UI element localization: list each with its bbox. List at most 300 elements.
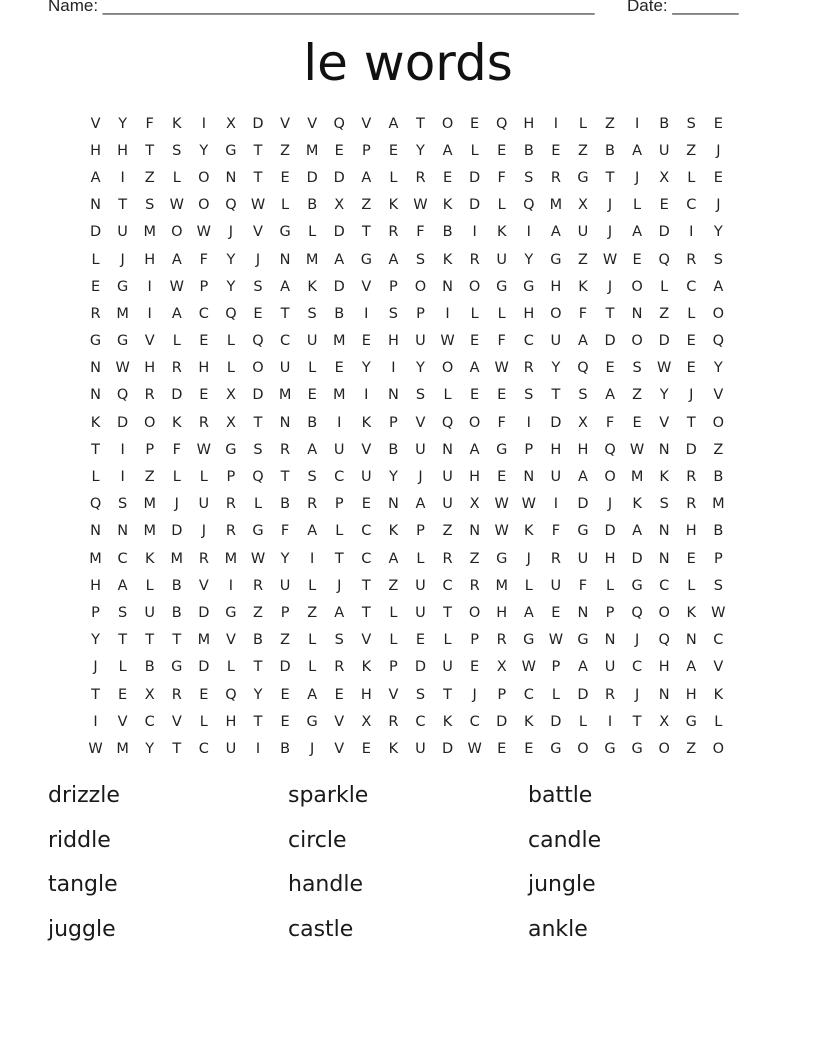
grid-letter: F bbox=[497, 169, 506, 186]
grid-letter: O bbox=[658, 604, 670, 621]
grid-letter: F bbox=[199, 251, 209, 268]
grid-letter: Q bbox=[631, 604, 643, 621]
grid-letter: W bbox=[521, 496, 536, 513]
grid-letter: R bbox=[604, 686, 616, 703]
grid-letter: U bbox=[279, 360, 291, 377]
grid-letter: A bbox=[334, 604, 345, 621]
grid-letter: K bbox=[578, 278, 588, 295]
grid-letter: I bbox=[553, 115, 558, 132]
grid-letter: R bbox=[388, 713, 399, 730]
grid-letter: E bbox=[388, 142, 398, 159]
grid-letter: U bbox=[496, 251, 508, 268]
grid-letter: E bbox=[632, 414, 642, 431]
grid-letter: S bbox=[172, 142, 182, 159]
grid-letter: E bbox=[253, 305, 263, 322]
grid-letter: O bbox=[441, 115, 454, 132]
grid-letter: O bbox=[577, 740, 589, 757]
grid-letter: I bbox=[255, 740, 261, 757]
grid-letter: W bbox=[467, 740, 482, 757]
grid-letter: A bbox=[469, 441, 480, 458]
grid-letter: R bbox=[388, 224, 399, 241]
grid-letter: H bbox=[469, 469, 481, 486]
grid-letter: G bbox=[116, 333, 129, 350]
grid-row bbox=[82, 545, 732, 572]
grid-letter: H bbox=[523, 115, 535, 132]
grid-letter: U bbox=[361, 469, 372, 486]
grid-letter: A bbox=[523, 604, 534, 621]
grid-letter: L bbox=[470, 305, 479, 322]
grid-letter: Y bbox=[91, 632, 100, 649]
grid-letter: X bbox=[577, 414, 588, 431]
grid-letter: U bbox=[225, 740, 237, 757]
grid-letter: E bbox=[280, 686, 290, 703]
grid-letter: K bbox=[524, 523, 534, 540]
grid-letter: T bbox=[145, 632, 155, 649]
grid-letter: E bbox=[659, 197, 669, 214]
grid-row bbox=[82, 273, 732, 300]
grid-letter: G bbox=[496, 278, 508, 295]
grid-row bbox=[82, 654, 732, 681]
grid-letter: B bbox=[280, 496, 291, 513]
grid-letter: M bbox=[197, 632, 211, 649]
grid-letter: D bbox=[333, 278, 345, 295]
grid-letter: T bbox=[605, 305, 615, 322]
grid-letter: T bbox=[416, 115, 425, 132]
grid-letter: L bbox=[226, 659, 235, 676]
grid-letter: V bbox=[117, 713, 128, 730]
grid-letter: Q bbox=[658, 251, 670, 268]
grid-letter: A bbox=[171, 251, 182, 268]
grid-letter: A bbox=[307, 523, 318, 540]
grid-letter: C bbox=[117, 550, 128, 567]
grid-letter: J bbox=[634, 632, 640, 649]
grid-letter: P bbox=[226, 469, 236, 486]
grid-letter: Q bbox=[441, 414, 454, 431]
grid-letter: S bbox=[415, 251, 426, 268]
grid-letter: L bbox=[389, 632, 398, 649]
grid-letter: K bbox=[442, 251, 453, 268]
grid-letter: I bbox=[201, 115, 206, 132]
grid-letter: J bbox=[607, 197, 613, 214]
grid-letter: G bbox=[496, 550, 508, 567]
grid-letter: S bbox=[253, 441, 263, 458]
grid-letter: S bbox=[118, 496, 128, 513]
word-list-item: handle bbox=[288, 872, 363, 897]
grid-letter: R bbox=[469, 577, 480, 594]
grid-letter: T bbox=[361, 604, 371, 621]
grid-letter: O bbox=[468, 604, 481, 621]
grid-letter: B bbox=[605, 142, 615, 159]
grid-letter: A bbox=[577, 333, 588, 350]
grid-letter: L bbox=[308, 224, 317, 241]
grid-letter: W bbox=[440, 333, 455, 350]
grid-letter: C bbox=[361, 523, 372, 540]
grid-letter: N bbox=[442, 278, 453, 295]
grid-letter: U bbox=[442, 496, 453, 513]
grid-letter: G bbox=[306, 713, 318, 730]
grid-letter: U bbox=[415, 740, 426, 757]
grid-letter: S bbox=[253, 278, 263, 295]
grid-letter: E bbox=[307, 387, 317, 404]
grid-letter: P bbox=[199, 278, 209, 295]
grid-letter: T bbox=[172, 740, 182, 757]
grid-letter: P bbox=[713, 550, 723, 567]
grid-letter: L bbox=[443, 387, 452, 404]
grid-letter: U bbox=[415, 441, 426, 458]
grid-letter: J bbox=[93, 659, 98, 676]
grid-letter: O bbox=[252, 360, 264, 377]
grid-letter: W bbox=[115, 360, 130, 377]
grid-letter: D bbox=[171, 387, 183, 404]
grid-letter: I bbox=[120, 469, 125, 486]
grid-letter: D bbox=[306, 169, 318, 186]
grid-letter: R bbox=[225, 523, 236, 540]
grid-letter: U bbox=[198, 496, 210, 513]
grid-letter: X bbox=[334, 197, 345, 214]
grid-letter: C bbox=[144, 713, 155, 730]
grid-letter: E bbox=[551, 604, 561, 621]
grid-letter: Q bbox=[252, 469, 264, 486]
grid-letter: J bbox=[634, 169, 640, 186]
grid-letter: R bbox=[442, 550, 453, 567]
grid-letter: F bbox=[145, 115, 154, 132]
grid-letter: D bbox=[658, 224, 670, 241]
grid-row bbox=[82, 491, 732, 518]
grid-letter: M bbox=[143, 224, 156, 241]
grid-letter: M bbox=[143, 496, 156, 513]
grid-letter: H bbox=[144, 360, 156, 377]
grid-letter: C bbox=[198, 740, 209, 757]
grid-letter: Q bbox=[658, 632, 670, 649]
grid-letter: O bbox=[198, 169, 210, 186]
grid-letter: P bbox=[145, 441, 155, 458]
grid-letter: F bbox=[605, 414, 615, 431]
grid-letter: B bbox=[334, 305, 345, 322]
grid-letter: I bbox=[120, 169, 125, 186]
grid-letter: B bbox=[442, 224, 453, 241]
grid-row bbox=[82, 110, 732, 137]
grid-letter: E bbox=[497, 740, 507, 757]
grid-letter: L bbox=[91, 469, 100, 486]
grid-letter: E bbox=[605, 360, 615, 377]
grid-letter: D bbox=[577, 496, 589, 513]
grid-letter: W bbox=[494, 496, 509, 513]
grid-letter: Z bbox=[469, 550, 480, 567]
grid-letter: V bbox=[334, 713, 345, 730]
grid-letter: M bbox=[278, 387, 292, 404]
grid-letter: A bbox=[90, 169, 101, 186]
grid-letter: J bbox=[472, 686, 477, 703]
word-search-grid bbox=[82, 110, 732, 763]
grid-letter: D bbox=[685, 441, 697, 458]
grid-row bbox=[82, 355, 732, 382]
grid-letter: V bbox=[307, 115, 318, 132]
grid-letter: L bbox=[497, 197, 506, 214]
grid-letter: D bbox=[631, 550, 643, 567]
grid-letter: L bbox=[660, 278, 669, 295]
grid-letter: L bbox=[91, 251, 100, 268]
grid-letter: I bbox=[607, 713, 613, 730]
grid-letter: T bbox=[334, 550, 344, 567]
grid-letter: D bbox=[604, 333, 616, 350]
grid-letter: P bbox=[551, 659, 561, 676]
grid-letter: N bbox=[387, 387, 399, 404]
grid-letter: Q bbox=[116, 387, 129, 404]
grid-letter: G bbox=[577, 169, 589, 186]
grid-letter: F bbox=[280, 523, 290, 540]
grid-letter: H bbox=[577, 441, 589, 458]
grid-letter: O bbox=[658, 740, 670, 757]
grid-letter: R bbox=[334, 659, 345, 676]
word-list-item: battle bbox=[528, 783, 593, 808]
grid-letter: E bbox=[497, 142, 507, 159]
grid-letter: U bbox=[604, 659, 616, 676]
grid-letter: T bbox=[91, 686, 100, 703]
word-list-item: castle bbox=[288, 916, 354, 942]
grid-letter: Q bbox=[225, 305, 237, 322]
grid-letter: Z bbox=[605, 115, 615, 132]
grid-letter: W bbox=[548, 632, 564, 649]
grid-letter: K bbox=[659, 469, 669, 486]
grid-letter: F bbox=[578, 577, 588, 594]
grid-letter: L bbox=[172, 169, 181, 186]
grid-letter: X bbox=[225, 115, 236, 132]
grid-letter: T bbox=[443, 686, 452, 703]
grid-letter: H bbox=[360, 686, 372, 703]
word-list-item: ankle bbox=[528, 916, 588, 942]
grid-letter: T bbox=[145, 142, 155, 159]
grid-letter: G bbox=[171, 659, 183, 676]
grid-letter: P bbox=[416, 523, 425, 540]
grid-letter: Q bbox=[89, 496, 102, 513]
grid-letter: V bbox=[713, 659, 724, 676]
grid-letter: Q bbox=[577, 360, 589, 377]
grid-letter: D bbox=[550, 414, 562, 431]
grid-letter: C bbox=[442, 577, 453, 594]
grid-letter: B bbox=[280, 740, 291, 757]
grid-letter: W bbox=[413, 197, 428, 214]
grid-letter: A bbox=[388, 251, 399, 268]
grid-letter: Z bbox=[632, 387, 643, 404]
grid-letter: S bbox=[659, 496, 669, 513]
grid-letter: W bbox=[711, 604, 726, 621]
grid-letter: Z bbox=[253, 604, 263, 621]
grid-letter: U bbox=[279, 577, 291, 594]
grid-letter: I bbox=[337, 414, 342, 431]
grid-letter: W bbox=[196, 441, 212, 458]
grid-letter: N bbox=[90, 523, 101, 540]
grid-letter: B bbox=[144, 659, 155, 676]
grid-letter: N bbox=[90, 360, 101, 377]
grid-letter: Y bbox=[226, 251, 236, 268]
grid-letter: A bbox=[632, 523, 643, 540]
grid-letter: X bbox=[225, 414, 236, 431]
grid-letter: L bbox=[578, 115, 587, 132]
word-list-item: sparkle bbox=[288, 783, 369, 808]
grid-letter: T bbox=[443, 604, 452, 621]
grid-letter: C bbox=[632, 659, 643, 676]
word-list-item: juggle bbox=[48, 916, 116, 942]
grid-letter: A bbox=[388, 115, 399, 132]
grid-letter: M bbox=[332, 387, 346, 404]
grid-letter: V bbox=[361, 441, 372, 458]
grid-letter: V bbox=[280, 115, 291, 132]
grid-letter: K bbox=[713, 686, 724, 703]
grid-letter: O bbox=[198, 197, 210, 214]
grid-letter: E bbox=[280, 169, 290, 186]
grid-letter: R bbox=[90, 305, 101, 322]
grid-letter: H bbox=[90, 142, 101, 159]
grid-letter: V bbox=[334, 740, 345, 757]
grid-letter: B bbox=[659, 115, 670, 132]
grid-row bbox=[82, 735, 732, 762]
grid-letter: M bbox=[630, 469, 644, 486]
grid-letter: C bbox=[523, 333, 534, 350]
grid-letter: W bbox=[521, 659, 536, 676]
grid-letter: K bbox=[90, 414, 101, 431]
grid-letter: A bbox=[361, 169, 372, 186]
grid-letter: I bbox=[364, 387, 369, 404]
grid-letter: V bbox=[253, 224, 263, 241]
grid-letter: I bbox=[120, 441, 125, 458]
grid-letter: Z bbox=[144, 469, 155, 486]
grid-letter: A bbox=[632, 142, 643, 159]
word-list-item: jungle bbox=[528, 872, 596, 897]
grid-letter: B bbox=[307, 414, 318, 431]
grid-letter: R bbox=[523, 360, 534, 377]
grid-letter: I bbox=[364, 305, 369, 322]
grid-letter: K bbox=[686, 604, 697, 621]
grid-letter: T bbox=[91, 441, 100, 458]
grid-letter: R bbox=[686, 496, 697, 513]
grid-letter: E bbox=[470, 659, 480, 676]
grid-letter: J bbox=[716, 197, 721, 214]
grid-letter: M bbox=[89, 550, 102, 567]
grid-letter: S bbox=[307, 305, 317, 322]
grid-letter: N bbox=[225, 169, 237, 186]
grid-letter: O bbox=[712, 740, 725, 757]
grid-letter: G bbox=[523, 632, 535, 649]
grid-letter: G bbox=[577, 632, 589, 649]
grid-row bbox=[82, 409, 732, 436]
grid-letter: W bbox=[250, 550, 266, 567]
grid-letter: H bbox=[496, 604, 508, 621]
grid-letter: D bbox=[89, 224, 102, 241]
grid-letter: C bbox=[713, 632, 724, 649]
grid-letter: T bbox=[118, 197, 128, 214]
grid-letter: X bbox=[659, 713, 670, 730]
grid-letter: I bbox=[147, 278, 152, 295]
grid-letter: Y bbox=[361, 360, 371, 377]
grid-letter: T bbox=[551, 387, 561, 404]
grid-letter: E bbox=[334, 686, 344, 703]
grid-letter: I bbox=[93, 713, 98, 730]
grid-letter: Q bbox=[225, 686, 237, 703]
grid-letter: D bbox=[469, 169, 481, 186]
page-title: le words bbox=[303, 34, 513, 92]
grid-letter: C bbox=[334, 469, 345, 486]
grid-letter: V bbox=[144, 333, 155, 350]
grid-letter: R bbox=[144, 387, 155, 404]
grid-letter: W bbox=[602, 251, 618, 268]
grid-letter: Y bbox=[551, 360, 561, 377]
grid-letter: G bbox=[225, 604, 237, 621]
grid-letter: H bbox=[550, 441, 562, 458]
grid-letter: T bbox=[118, 632, 128, 649]
grid-letter: L bbox=[118, 659, 127, 676]
grid-letter: T bbox=[253, 414, 263, 431]
grid-letter: K bbox=[442, 713, 453, 730]
grid-letter: I bbox=[553, 496, 558, 513]
grid-letter: A bbox=[469, 360, 480, 377]
grid-letter: S bbox=[145, 197, 155, 214]
grid-letter: T bbox=[605, 169, 615, 186]
grid-letter: H bbox=[685, 686, 697, 703]
grid-letter: D bbox=[252, 387, 264, 404]
grid-letter: Y bbox=[416, 142, 425, 159]
grid-letter: O bbox=[143, 414, 156, 431]
grid-letter: A bbox=[307, 686, 318, 703]
grid-letter: Z bbox=[577, 251, 588, 268]
grid-letter: O bbox=[712, 414, 725, 431]
grid-letter: I bbox=[228, 577, 234, 594]
grid-letter: N bbox=[604, 632, 616, 649]
grid-letter: H bbox=[685, 523, 697, 540]
grid-letter: K bbox=[388, 523, 399, 540]
grid-letter: L bbox=[714, 713, 723, 730]
grid-letter: B bbox=[713, 469, 724, 486]
grid-letter: L bbox=[335, 523, 344, 540]
grid-row bbox=[82, 382, 732, 409]
grid-letter: M bbox=[495, 577, 508, 594]
grid-letter: H bbox=[90, 577, 101, 594]
grid-letter: D bbox=[414, 659, 427, 676]
grid-letter: E bbox=[280, 713, 290, 730]
grid-letter: A bbox=[713, 278, 724, 295]
grid-letter: P bbox=[91, 604, 100, 621]
grid-letter: H bbox=[523, 305, 535, 322]
grid-letter: D bbox=[604, 523, 616, 540]
grid-letter: U bbox=[658, 142, 670, 159]
grid-letter: E bbox=[551, 142, 561, 159]
grid-letter: Z bbox=[388, 577, 399, 594]
grid-letter: L bbox=[308, 659, 317, 676]
grid-letter: O bbox=[171, 224, 183, 241]
grid-letter: S bbox=[307, 469, 317, 486]
grid-letter: N bbox=[117, 523, 129, 540]
grid-letter: D bbox=[550, 713, 562, 730]
grid-letter: P bbox=[605, 604, 615, 621]
grid-letter: A bbox=[388, 550, 399, 567]
grid-letter: L bbox=[578, 713, 587, 730]
grid-letter: H bbox=[550, 278, 562, 295]
grid-letter: G bbox=[116, 278, 129, 295]
grid-letter: O bbox=[712, 305, 725, 322]
grid-letter: R bbox=[686, 251, 697, 268]
grid-letter: R bbox=[496, 632, 507, 649]
grid-letter: R bbox=[550, 550, 561, 567]
grid-letter: E bbox=[199, 387, 209, 404]
word-list-item: drizzle bbox=[48, 783, 120, 808]
grid-letter: W bbox=[629, 441, 645, 458]
grid-letter: B bbox=[388, 441, 399, 458]
grid-letter: E bbox=[632, 251, 642, 268]
grid-letter: C bbox=[415, 713, 426, 730]
grid-letter: G bbox=[89, 333, 102, 350]
grid-letter: A bbox=[605, 387, 615, 404]
grid-letter: X bbox=[144, 686, 155, 703]
grid-letter: Y bbox=[524, 251, 534, 268]
